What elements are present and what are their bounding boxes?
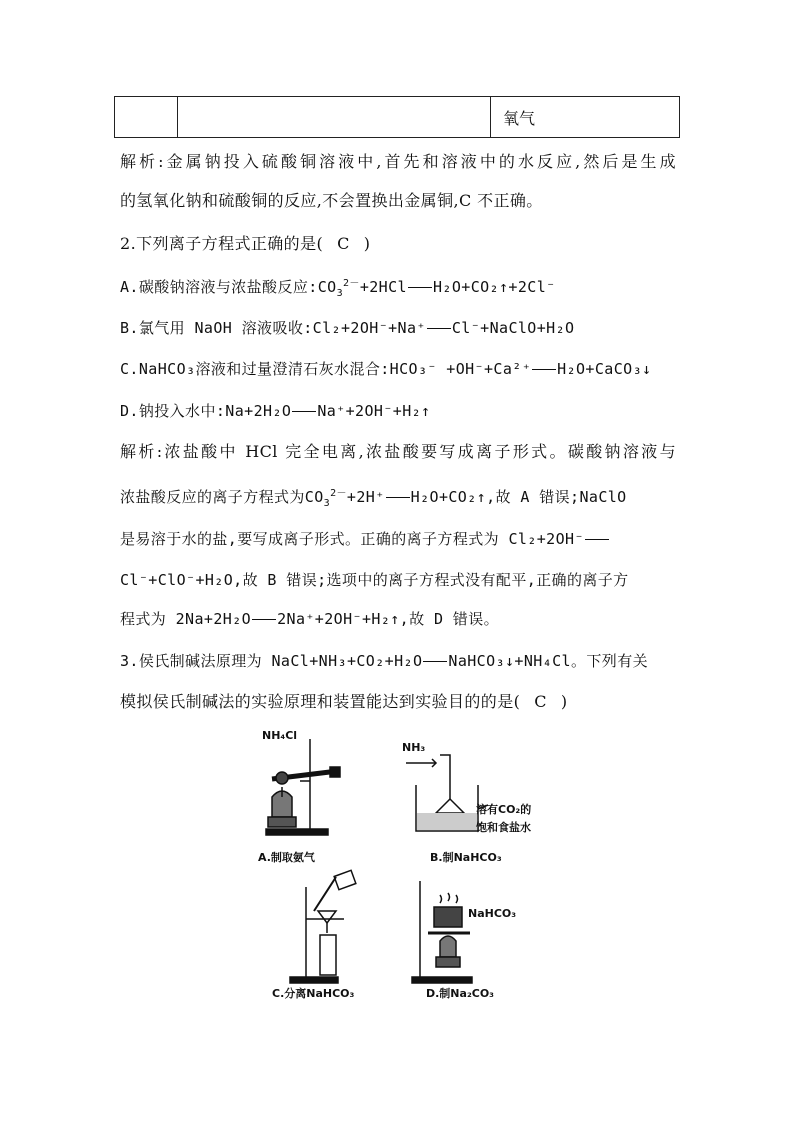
analysis2-line2: 浓盐酸反应的离子方程式为$CO_3^{2-}+2H^+$ H₂O+CO₂↑,故 A 错误;NaClO: [120, 488, 627, 509]
analysis2-line1: 解析:浓盐酸中 HCl 完全电离,浓盐酸要写成离子形式。碳酸钠溶液与: [120, 442, 676, 461]
q2-option-a: A.碳酸钠溶液与浓盐酸反应$:CO_3^{2-}+2HCl$ H₂O+CO₂↑+2Cl⁻: [120, 278, 556, 299]
q2-a-pre: A.碳酸钠溶液与浓盐酸反应:CO: [120, 278, 337, 296]
label-nh4cl: NH₄Cl: [262, 729, 298, 742]
q3-l1-pre: 3.侯氏制碱法原理为 NaCl+NH₃+CO₂+H₂O: [120, 652, 423, 670]
table-cell-3: [491, 97, 679, 137]
q3-l2-text: 模拟侯氏制碱法的实验原理和装置能达到实验目的的是(: [120, 692, 521, 711]
label-nahco3: NaHCO₃: [468, 907, 517, 920]
q2-option-d: [120, 399, 430, 423]
caption-d: D.制Na₂CO₃: [426, 987, 494, 1000]
a2-l2-post: H₂O+CO₂↑,故 A 错误;NaClO: [410, 488, 627, 506]
q2-a-post: +2HCl: [359, 278, 407, 296]
label-solution-1: 溶有CO₂的: [476, 803, 532, 816]
label-solution-2: 饱和食盐水: [476, 821, 531, 834]
analysis2-line5: [120, 607, 499, 631]
a2-l5-pre: 程式为 2Na+2H₂O: [120, 610, 252, 628]
label-nh3: NH₃: [402, 741, 426, 754]
equals-arrow: [423, 661, 447, 662]
analysis1-line2: 的氢氧化钠和硫酸铜的反应,不会置换出金属铜,C 不正确。: [120, 191, 543, 210]
analysis2-line4: Cl⁻+ClO⁻+H₂O,故 B 错误;选项中的离子方程式没有配平,正确的离子方: [120, 571, 629, 589]
apparatus-drawings: [244, 727, 560, 1007]
caption-c: C.分离NaHCO₃: [272, 987, 355, 1000]
q3-close: ): [560, 692, 568, 711]
table-fragment: [114, 96, 680, 138]
q2-c-pre: C.NaHCO₃溶液和过量澄清石灰水混合:HCO₃⁻ +OH⁻+Ca²⁺: [120, 360, 532, 378]
apparatus-figure: [244, 727, 560, 1007]
equals-arrow: [532, 369, 556, 370]
a2-l5-post: 2Na⁺+2OH⁻+H₂↑,故 D 错误。: [277, 610, 500, 628]
caption-b: B.制NaHCO₃: [430, 851, 502, 864]
q2-close: ): [363, 234, 371, 253]
q3-l1-post: NaHCO₃↓+NH₄Cl。下列有关: [448, 652, 648, 670]
a2-l3-pre: 是易溶于水的盐,要写成离子形式。正确的离子方程式为 Cl₂+2OH⁻: [120, 530, 584, 548]
equals-arrow: [585, 539, 609, 540]
q2-b-prod: Cl⁻+NaClO+H₂O: [451, 319, 575, 337]
q2-option-b: [120, 316, 574, 340]
a2-l2-pre: 浓盐酸反应的离子方程式为CO: [120, 488, 324, 506]
q3-answer: C: [534, 692, 547, 711]
equals-arrow: [292, 411, 316, 412]
q2-stem-text: 2.下列离子方程式正确的是(: [120, 234, 324, 253]
a2-l2-mid: +2H⁺: [346, 488, 385, 506]
q2-answer: C: [337, 234, 350, 253]
q2-option-c: [120, 357, 651, 381]
q2-c-prod: H₂O+CaCO₃↓: [557, 360, 652, 378]
q2-stem: [120, 232, 370, 256]
q3-line1: [120, 649, 648, 673]
q3-line2: [120, 690, 568, 714]
apparatus-a-drawing: [266, 739, 340, 835]
analysis2-line3: [120, 527, 610, 551]
equals-arrow: [252, 619, 276, 620]
q2-d-pre: D.钠投入水中:Na+2H₂O: [120, 402, 292, 420]
q2-d-prod: Na⁺+2OH⁻+H₂↑: [317, 402, 431, 420]
equals-arrow: [386, 497, 410, 498]
apparatus-c-drawing: [290, 870, 356, 983]
equals-arrow: [408, 287, 432, 288]
apparatus-d-drawing: [412, 881, 472, 983]
q2-a-prod: H₂O+CO₂↑+2Cl⁻: [432, 278, 556, 296]
table-cell-2: [178, 97, 491, 137]
table-cell-1: [115, 97, 178, 137]
q2-b-pre: B.氯气用 NaOH 溶液吸收:Cl₂+2OH⁻+Na⁺: [120, 319, 426, 337]
caption-a: A.制取氨气: [258, 851, 315, 864]
equals-arrow: [427, 328, 451, 329]
analysis1-line1: 解析:金属钠投入硫酸铜溶液中,首先和溶液中的水反应,然后是生成: [120, 152, 676, 171]
table-cell-3-text: 氧气: [503, 109, 536, 128]
